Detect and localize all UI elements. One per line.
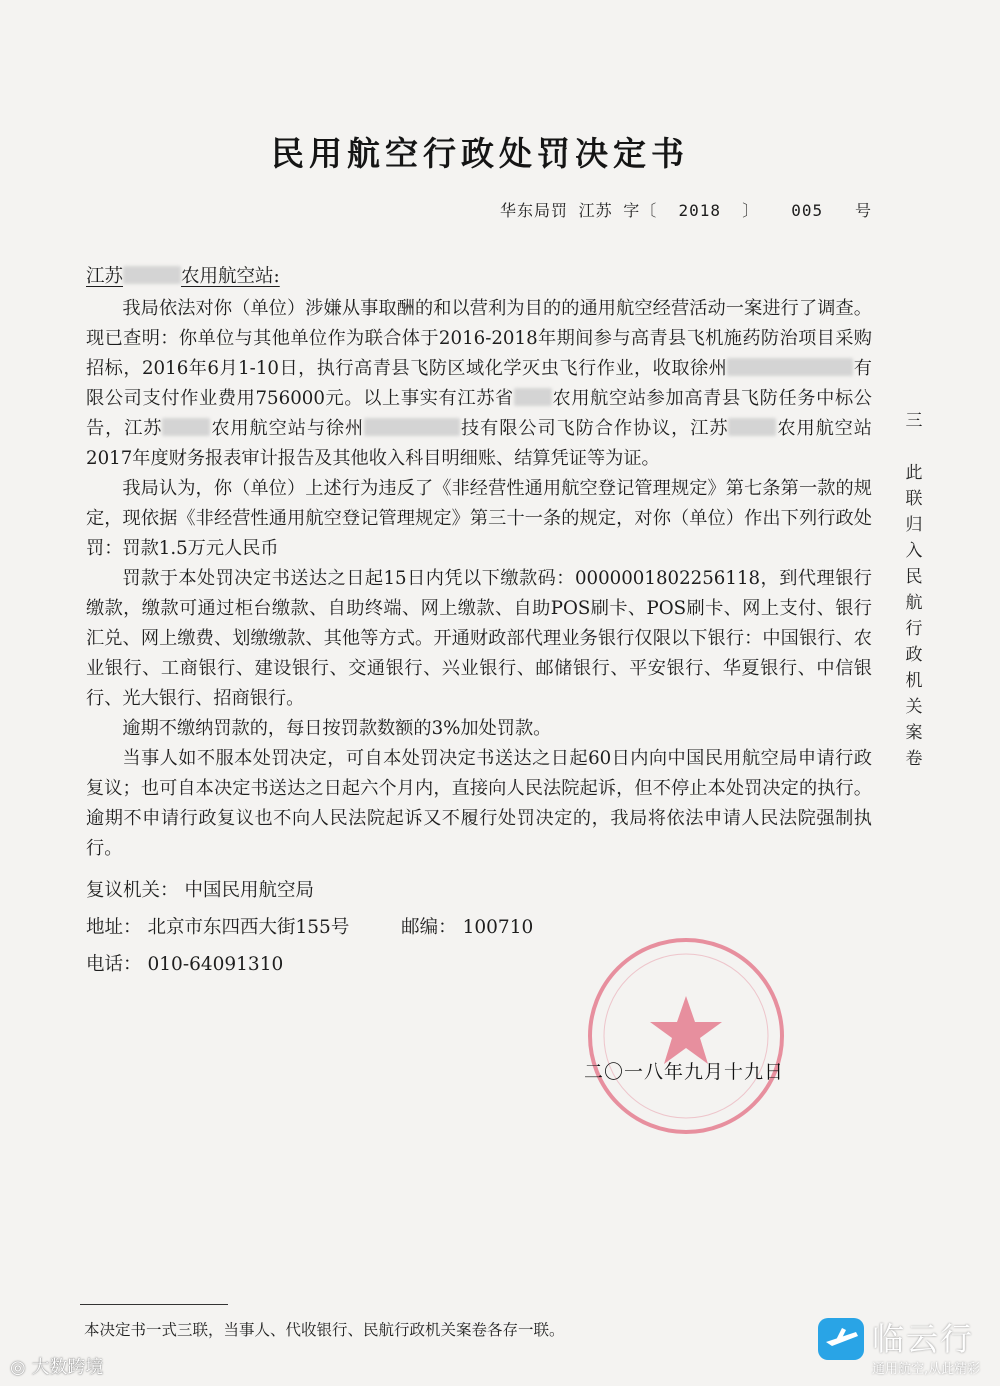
- paragraph-decision: 我局认为，你（单位）上述行为违反了《非经营性通用航空登记管理规定》第七条第一款的规定，现依据《非经营性通用航空登记管理规定》第三十一条的规定，对你（单位）作出下列行政处罚：罚款1.5万元人民币: [86, 478, 872, 559]
- redacted-text: [123, 266, 181, 284]
- phone: 010-64091310: [147, 954, 284, 975]
- document-number: 华东局罚 江苏 字〔 2018 〕 005 号: [499, 201, 872, 220]
- watermark-right: [818, 1314, 996, 1380]
- paragraph-findings: 我局依法对你（单位）涉嫌从事取酬的和以营利为目的的通用航空经营活动一案进行了调查。现已查明：你单位与其他单位作为联合体于2016-2018年期间参与高青县飞机施药防治项目采购招标，2016年6月1-10日，执行高青县飞防区域化学灭虫飞行作业，收取徐州 有限公司支付作业费用756000元。以上事实有江苏省 农用航空站参加高青县飞防任务中标公告，江苏 农用航空站与徐州 技有限公司飞防合作协议，江苏 农用航空站2017年度财务报表审计报告及其他收入科目明细账、结算凭证等为证。: [86, 298, 872, 469]
- document-body: [86, 294, 872, 864]
- addressee-prefix: 江苏: [86, 266, 124, 287]
- redacted-text: [728, 418, 776, 436]
- postcode: 100710: [462, 917, 534, 938]
- issue-date: 二〇一八年九月十九日: [584, 1061, 785, 1083]
- side-note-char: 入: [905, 541, 923, 561]
- phone-label: 电话：: [86, 954, 142, 975]
- side-note-char: 三: [905, 411, 923, 431]
- side-note-char: 案: [905, 723, 923, 743]
- side-note-char: 行: [905, 619, 923, 639]
- side-note-char: [902, 434, 926, 460]
- seal-star-icon: [588, 938, 784, 1134]
- paragraph-appeal: 当事人如不服本处罚决定，可自本处罚决定书送达之日起60日内向中国民用航空局申请行政复议；也可自本决定书送达之日起六个月内，直接向人民法院起诉，但不停止本处罚决定的执行。逾期不申请行政复议也不向人民法院起诉又不履行处罚决定的，我局将依法申请人民法院强制执行。: [86, 748, 872, 859]
- phone-line: [86, 950, 283, 976]
- side-note-char: 关: [905, 697, 923, 717]
- address-line: [86, 913, 533, 939]
- footnote: 本决定书一式三联，当事人、代收银行、民航行政机关案卷各存一联。: [84, 1321, 565, 1339]
- watermark-left: ◎ 大数跨境: [10, 1357, 104, 1378]
- document-title: 民用航空行政处罚决定书: [271, 134, 689, 173]
- official-seal: [588, 938, 784, 1134]
- address-label: 地址：: [86, 917, 142, 938]
- weibo-icon: ◎: [10, 1357, 32, 1378]
- paragraph-payment: 罚款于本处罚决定书送达之日起15日内凭以下缴款码：0000001802256118，到代理银行缴款，缴款可通过柜台缴款、自助终端、网上缴款、自助POS刷卡、POS刷卡、网上支付、银行汇兑、网上缴费、划缴缴款、其他等方式。开通财政部代理业务银行仅限以下银行：中国银行、农业银行、工商银行、建设银行、交通银行、兴业银行、邮储银行、平安银行、华夏银行、中信银行、光大银行、招商银行。: [86, 568, 872, 709]
- watermark-brand: 临云行: [872, 1320, 975, 1358]
- addressee: [86, 262, 280, 288]
- watermark-slogan: 通用航空,从此精彩: [872, 1362, 981, 1377]
- addressee-suffix: 农用航空站:: [181, 266, 280, 287]
- airplane-logo-icon: [818, 1318, 864, 1360]
- side-note-char: 归: [905, 515, 923, 535]
- side-note-char: 联: [905, 489, 923, 509]
- redacted-text: [727, 358, 853, 376]
- review-agency-label: 复议机关：: [86, 880, 179, 901]
- side-note-char: 此: [905, 463, 923, 483]
- redacted-text: [162, 418, 210, 436]
- side-note-char: 航: [905, 593, 923, 613]
- redacted-text: [514, 388, 552, 406]
- review-agency: 中国民用航空局: [184, 880, 315, 901]
- footnote-divider: [80, 1304, 228, 1305]
- paragraph-late-fee: 逾期不缴纳罚款的，每日按罚款数额的3%加处罚款。: [122, 718, 552, 739]
- redacted-text: [364, 418, 460, 436]
- side-note: [902, 408, 926, 772]
- side-note-char: 政: [905, 645, 923, 665]
- review-agency-line: [86, 876, 314, 902]
- address: 北京市东四西大街155号: [147, 917, 350, 938]
- side-note-char: 民: [905, 567, 923, 587]
- side-note-char: 机: [905, 671, 923, 691]
- side-note-char: 卷: [905, 749, 923, 769]
- postcode-label: 邮编：: [401, 917, 457, 938]
